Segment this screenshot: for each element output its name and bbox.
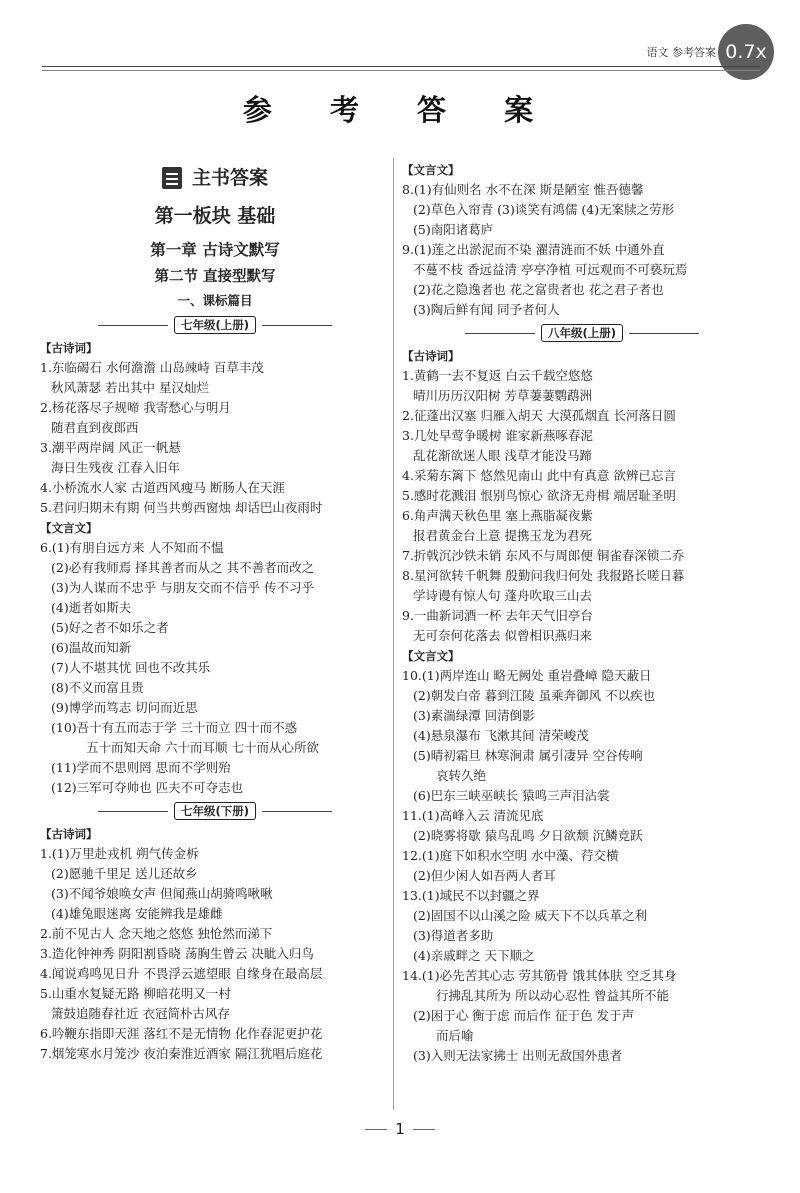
answer-line: 秋风萧瑟 若出其中 星汉灿烂	[51, 380, 209, 395]
section-label: 【古诗词】	[40, 341, 98, 355]
answer-line: (9)博学而笃志 切问而近思	[51, 700, 198, 715]
answer-line: (10)吾十有五而志于学 三十而立 四十而不惑	[51, 720, 298, 735]
playback-speed-badge[interactable]: 0.7x	[718, 24, 774, 80]
answer-line: 学诗谩有惊人句 蓬舟吹取三山去	[413, 588, 592, 603]
grade-label: 八年级(上册)	[541, 324, 623, 342]
answer-line: (2)花之隐逸者也 花之富贵者也 花之君子者也	[413, 282, 664, 297]
header-tag: 语文 参考答案	[646, 46, 716, 59]
answer-line: 4.闻说鸡鸣见日升 不畏浮云遮望眼 自缘身在最高层	[40, 966, 323, 981]
section-label: 【古诗词】	[40, 827, 98, 841]
answer-line: (3)得道者多助	[413, 928, 494, 943]
answer-line: 10.(1)两岸连山 略无阙处 重岩叠嶂 隐天蔽日	[402, 668, 652, 683]
grade-heading	[40, 798, 390, 824]
answer-line: 随君直到夜郎西	[51, 420, 139, 435]
column-divider	[393, 158, 394, 1110]
section-label: 【文言文】	[402, 163, 460, 177]
answer-line: 1.东临碣石 水何澹澹 山岛竦峙 百草丰茂	[40, 360, 264, 375]
answer-line: 11.(1)高峰入云 清流见底	[402, 808, 544, 823]
answer-line: 14.(1)必先苦其心志 劳其筋骨 饿其体肤 空乏其身	[402, 968, 677, 983]
answer-line: (5)南阳诸葛庐	[413, 222, 494, 237]
section-label: 【文言文】	[40, 521, 98, 535]
answer-line: 而后喻	[436, 1028, 474, 1043]
answer-line: 7.烟笼寒水月笼沙 夜泊秦淮近酒家 隔江犹唱后庭花	[40, 1046, 323, 1061]
board-title: 第一板块 基础	[154, 205, 276, 227]
answer-line: (2)晓雾将歇 猿鸟乱鸣 夕日欲颓 沉鳞竞跃	[413, 828, 643, 843]
left-column	[40, 160, 390, 1064]
answer-line: (12)三军可夺帅也 匹夫不可夺志也	[51, 780, 244, 795]
book-heading-text: 主书答案	[191, 167, 268, 189]
answer-line: (4)逝者如斯夫	[51, 600, 132, 615]
answer-line: (2)困于心 衡于虑 而后作 征于色 发于声	[413, 1008, 635, 1023]
answer-line: 五十而知天命 六十而耳顺 七十而从心所欲	[86, 740, 319, 755]
chapter-title: 第一章 古诗文默写	[150, 240, 280, 259]
answer-line: (2)固国不以山溪之险 威天下不以兵革之利	[413, 908, 648, 923]
answer-line: 4.小桥流水人家 古道西风瘦马 断肠人在天涯	[40, 480, 285, 495]
answer-line: 1.黄鹤一去不复返 白云千载空悠悠	[402, 368, 593, 383]
answer-line: 12.(1)庭下如积水空明 水中藻、荇交横	[402, 848, 619, 863]
answer-line: 不蔓不枝 香远益清 亭亭净植 可远观而不可亵玩焉	[413, 262, 688, 277]
answer-line: (3)素湍绿潭 回清倒影	[413, 708, 535, 723]
answer-line: (2)草色入帘青 (3)谈笑有鸿儒 (4)无案牍之劳形	[413, 202, 675, 217]
answer-line: 1.(1)万里赴戎机 朔气传金柝	[40, 846, 199, 861]
answer-line: (11)学而不思则罔 思而不学则殆	[51, 760, 231, 775]
answer-line: (3)入则无法家拂士 出则无敌国外患者	[413, 1048, 623, 1063]
answer-line: (2)必有我师焉 择其善者而从之 其不善者而改之	[51, 560, 315, 575]
page-title: 参 考 答 案	[242, 93, 558, 127]
grade-heading	[402, 320, 762, 346]
answer-line: 2.征蓬出汉塞 归雁入胡天 大漠孤烟直 长河落日圆	[402, 408, 676, 423]
answer-line: 3.潮平两岸阔 风正一帆悬	[40, 440, 181, 455]
answer-line: (6)温故而知新	[51, 640, 132, 655]
grade-label: 七年级(上册)	[174, 316, 256, 334]
header-rule-secondary	[42, 70, 760, 71]
answer-line: 行拂乱其所为 所以动心忍性 曾益其所不能	[436, 988, 669, 1003]
book-heading	[40, 160, 390, 196]
section-label: 【文言文】	[402, 649, 460, 663]
page-number: 1	[0, 1120, 800, 1138]
answer-line: 无可奈何花落去 似曾相识燕归来	[413, 628, 592, 643]
subsection-title: 一、课标篇目	[177, 293, 253, 308]
answer-line: (3)为人谋而不忠乎 与朋友交而不信乎 传不习乎	[51, 580, 315, 595]
answer-line: 2.前不见古人 念天地之悠悠 独怆然而涕下	[40, 926, 273, 941]
answer-line: 海日生残夜 江春入旧年	[51, 460, 180, 475]
answer-line: 报君黄金台上意 提携玉龙为君死	[413, 528, 592, 543]
header-rule	[42, 66, 760, 67]
answer-line: (4)雄兔眼迷离 安能辨我是雄雌	[51, 906, 223, 921]
answer-line: 3.几处早莺争暖树 谁家新燕啄春泥	[402, 428, 593, 443]
answer-line: (3)陶后鲜有闻 同予者何人	[413, 302, 560, 317]
answer-line: (2)但少闲人如吾两人者耳	[413, 868, 556, 883]
answer-line: (5)晴初霜旦 林寒涧肃 属引凄异 空谷传响	[413, 748, 643, 763]
answer-line: 5.感时花溅泪 恨别鸟惊心 欲济无舟楫 端居耻圣明	[402, 488, 676, 503]
answer-line: 8.星河欲转千帆舞 殷勤问我归何处 我报路长嗟日暮	[402, 568, 685, 583]
answer-line: 晴川历历汉阳树 芳草萋萋鹦鹉洲	[413, 388, 592, 403]
answer-line: (8)不义而富且贵	[51, 680, 144, 695]
answer-line: 9.(1)莲之出淤泥而不染 濯清涟而不妖 中通外直	[402, 242, 665, 257]
answer-line: (6)巴东三峡巫峡长 猿鸣三声泪沾裳	[413, 788, 610, 803]
answer-line: 8.(1)有仙则名 水不在深 斯是陋室 惟吾德馨	[402, 182, 644, 197]
answer-line: 3.造化钟神秀 阴阳割昏晓 荡胸生曾云 决眦入归鸟	[40, 946, 314, 961]
section-label: 【古诗词】	[402, 349, 460, 363]
answer-line: 2.杨花落尽子规啼 我寄愁心与明月	[40, 400, 231, 415]
answer-line: 4.采菊东篱下 悠然见南山 此中有真意 欲辨已忘言	[402, 468, 676, 483]
right-column	[402, 160, 762, 1066]
answer-line: 5.山重水复疑无路 柳暗花明又一村	[40, 986, 231, 1001]
answer-line: (4)悬泉瀑布 飞漱其间 清荣峻茂	[413, 728, 589, 743]
answer-line: (4)亲戚畔之 天下顺之	[413, 948, 535, 963]
grade-label: 七年级(下册)	[174, 802, 256, 820]
answer-line: 9.一曲新词酒一杯 去年天气旧亭台	[402, 608, 593, 623]
answer-line: 哀转久绝	[436, 768, 487, 783]
answer-line: 6.角声满天秋色里 塞上燕脂凝夜紫	[402, 508, 593, 523]
answer-line: 箫鼓追随春社近 衣冠简朴古风存	[51, 1006, 230, 1021]
book-icon	[162, 167, 182, 189]
answer-line: (2)愿驰千里足 送儿还故乡	[51, 866, 198, 881]
answer-line: (3)不闻爷娘唤女声 但闻燕山胡骑鸣啾啾	[51, 886, 273, 901]
answer-line: 13.(1)域民不以封疆之界	[402, 888, 540, 903]
answer-line: 7.折戟沉沙铁未销 东风不与周郎便 铜雀春深锁二乔	[402, 548, 685, 563]
answer-line: (7)人不堪其忧 回也不改其乐	[51, 660, 211, 675]
answer-line: 6.吟鞭东指即天涯 落红不是无情物 化作春泥更护花	[40, 1026, 323, 1041]
answer-line: (5)好之者不如乐之者	[51, 620, 169, 635]
answer-line: 6.(1)有朋自远方来 人不知而不愠	[40, 540, 224, 555]
answer-line: 乱花渐欲迷人眼 浅草才能没马蹄	[413, 448, 592, 463]
answer-line: (2)朝发白帝 暮到江陵 虽乘奔御风 不以疾也	[413, 688, 656, 703]
section-title: 第二节 直接型默写	[154, 268, 276, 285]
answer-line: 5.君问归期未有期 何当共剪西窗烛 却话巴山夜雨时	[40, 500, 323, 515]
grade-heading	[40, 312, 390, 338]
